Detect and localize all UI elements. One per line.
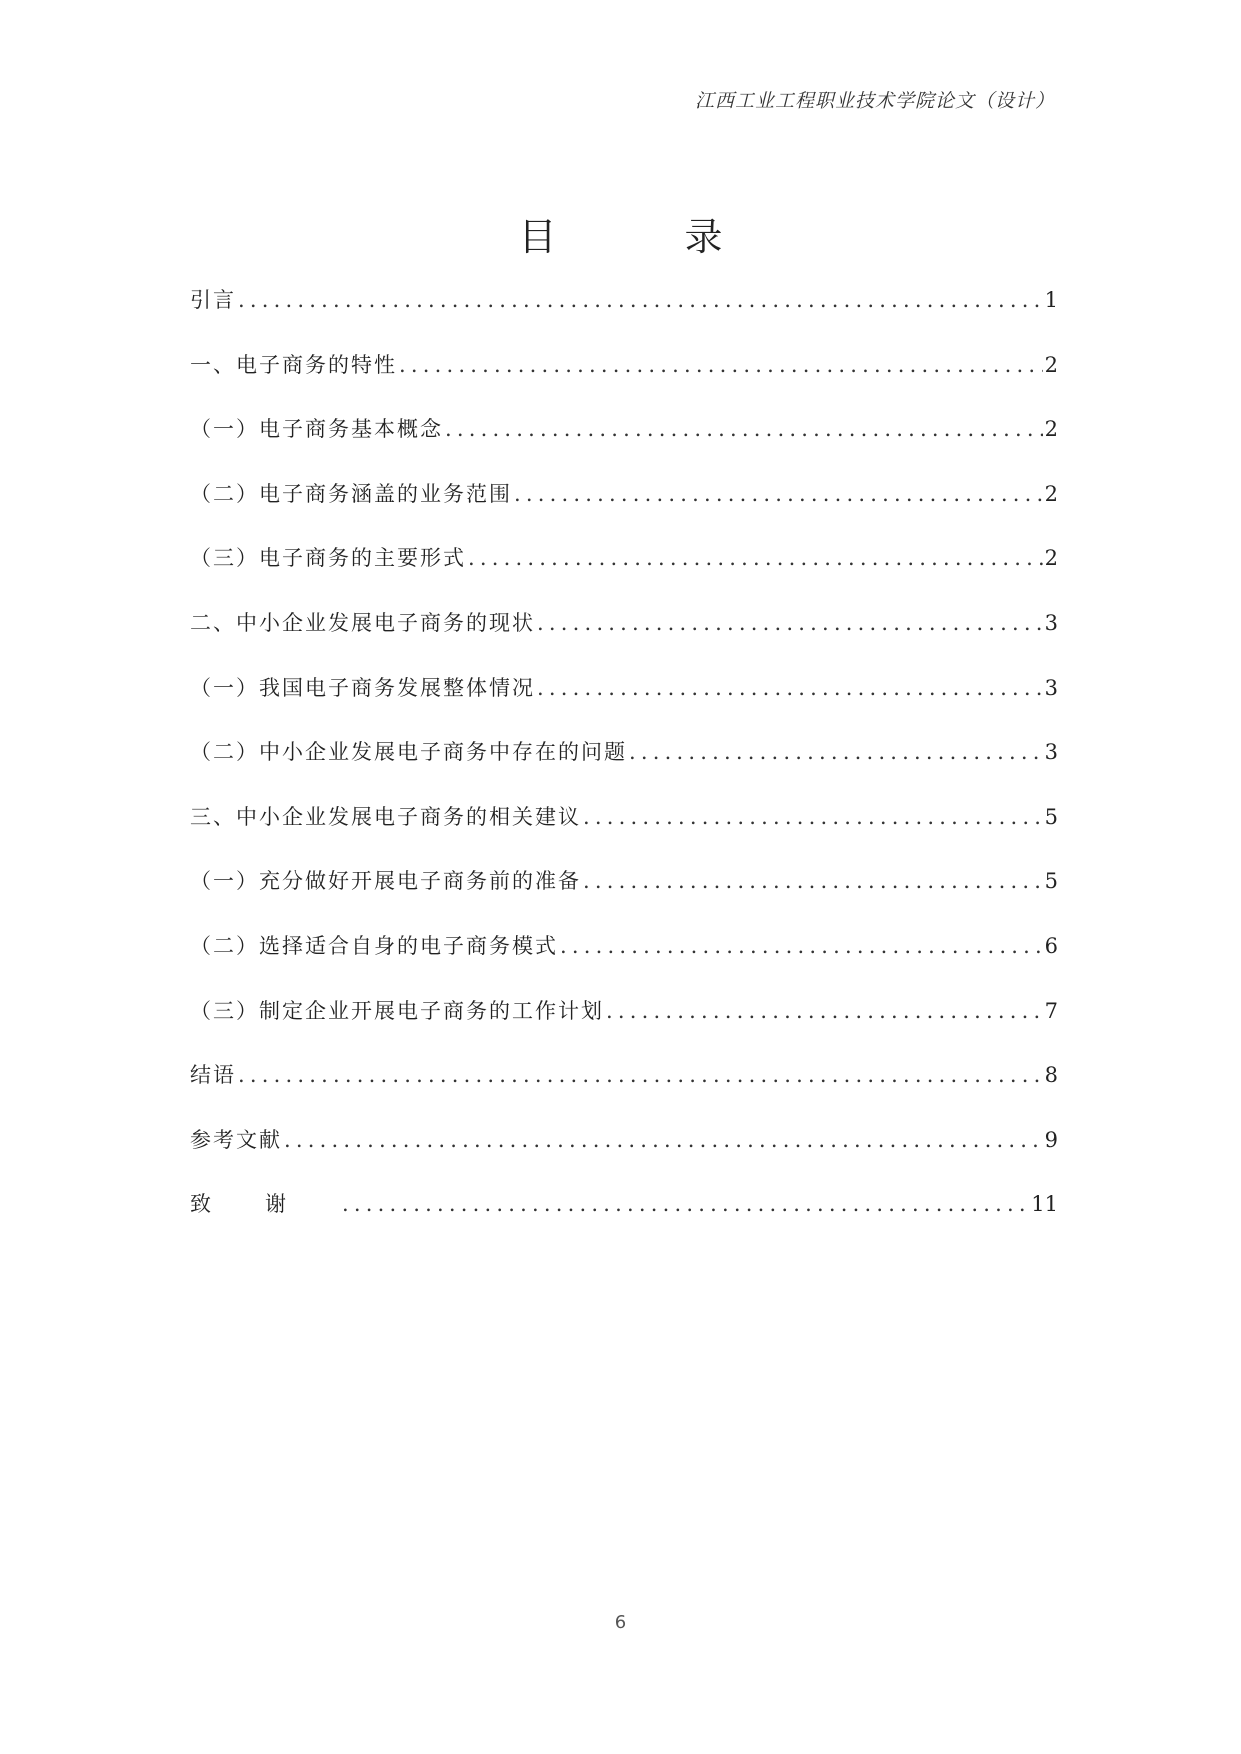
toc-entry[interactable] [190,675,1058,743]
toc-entry-title: 一、电子商务的特性 [190,352,397,377]
toc-entry-page: 2 [1044,417,1058,442]
toc-entry-title: （一）我国电子商务发展整体情况 [190,675,535,700]
toc-leader-dots [629,742,1043,763]
toc-leader-dots [606,1001,1043,1022]
toc-entry-page: 2 [1044,481,1058,506]
toc-entry[interactable] [190,804,1058,872]
toc-entry[interactable] [190,742,1058,807]
toc-entry-title: 引言 [190,288,236,312]
toc-entry[interactable] [190,998,1058,1066]
toc-entry-title: 二、中小企业发展电子商务的现状 [190,610,535,635]
toc-entry-page: 7 [1044,998,1058,1023]
toc-entry-page: 3 [1044,740,1058,765]
toc-entry[interactable] [190,1127,1058,1195]
toc-entry-page: 2 [1044,546,1058,571]
toc-entry-title: 致谢 [190,1192,340,1217]
toc-entry-title: 三、中小企业发展电子商务的相关建议 [190,804,581,829]
toc-entry-title: （一）充分做好开展电子商务前的准备 [190,869,581,894]
toc-entry-title: 参考文献 [190,1127,282,1152]
toc-entry[interactable] [190,933,1058,1001]
toc-entry-page: 5 [1044,804,1058,829]
toc-leader-dots [445,419,1043,440]
toc-entry-title: （三）制定企业开展电子商务的工作计划 [190,998,604,1023]
toc-leader-dots [238,290,1043,311]
toc-entry[interactable] [190,481,1058,549]
toc-entry-page: 3 [1044,610,1058,635]
toc-entry-title: 结语 [190,1063,236,1088]
toc-leader-dots [537,613,1043,634]
page-number: 6 [614,1612,627,1633]
toc-entry[interactable] [190,871,1058,936]
toc-entry[interactable] [190,610,1058,678]
toc-title-char-2: 录 [684,215,723,259]
toc-entry-title: （二）电子商务涵盖的业务范围 [190,481,512,506]
toc-entry[interactable] [190,290,1058,355]
toc-entry[interactable] [190,419,1058,484]
toc-leader-dots [284,1130,1043,1151]
toc-entry-page: 2 [1044,352,1058,377]
toc-leader-dots [583,807,1043,828]
toc-title-char-1: 目 [518,215,557,259]
toc-leader-dots [342,1194,1029,1215]
toc-entry-title: （一）电子商务基本概念 [190,417,443,442]
toc-leader-dots [583,871,1043,892]
toc-entry[interactable] [190,548,1058,613]
document-header: 江西工业工程职业技术学院论文（设计） [694,90,1055,112]
toc-entry[interactable] [190,352,1058,420]
toc-entry[interactable] [190,1065,1058,1130]
toc-leader-dots [537,678,1043,699]
toc-leader-dots [238,1065,1043,1086]
toc-entry-page: 8 [1044,1063,1058,1088]
toc-entry-page: 3 [1044,675,1058,700]
toc-entry-title: （二）选择适合自身的电子商务模式 [190,933,558,958]
toc-entry[interactable] [190,1194,1058,1259]
toc-entry-page: 5 [1044,869,1058,894]
toc-entry-page: 6 [1044,933,1058,958]
toc-leader-dots [560,936,1043,957]
toc-entry-page: 11 [1031,1192,1058,1217]
toc-leader-dots [399,355,1043,376]
toc-entry-page: 9 [1044,1127,1058,1152]
toc-entry-title: （三）电子商务的主要形式 [190,546,466,571]
toc-title [0,206,1241,261]
toc-leader-dots [514,484,1043,505]
table-of-contents [190,290,1058,1259]
toc-entry-page: 1 [1044,288,1058,312]
toc-entry-title: （二）中小企业发展电子商务中存在的问题 [190,740,627,765]
toc-leader-dots [468,548,1043,569]
